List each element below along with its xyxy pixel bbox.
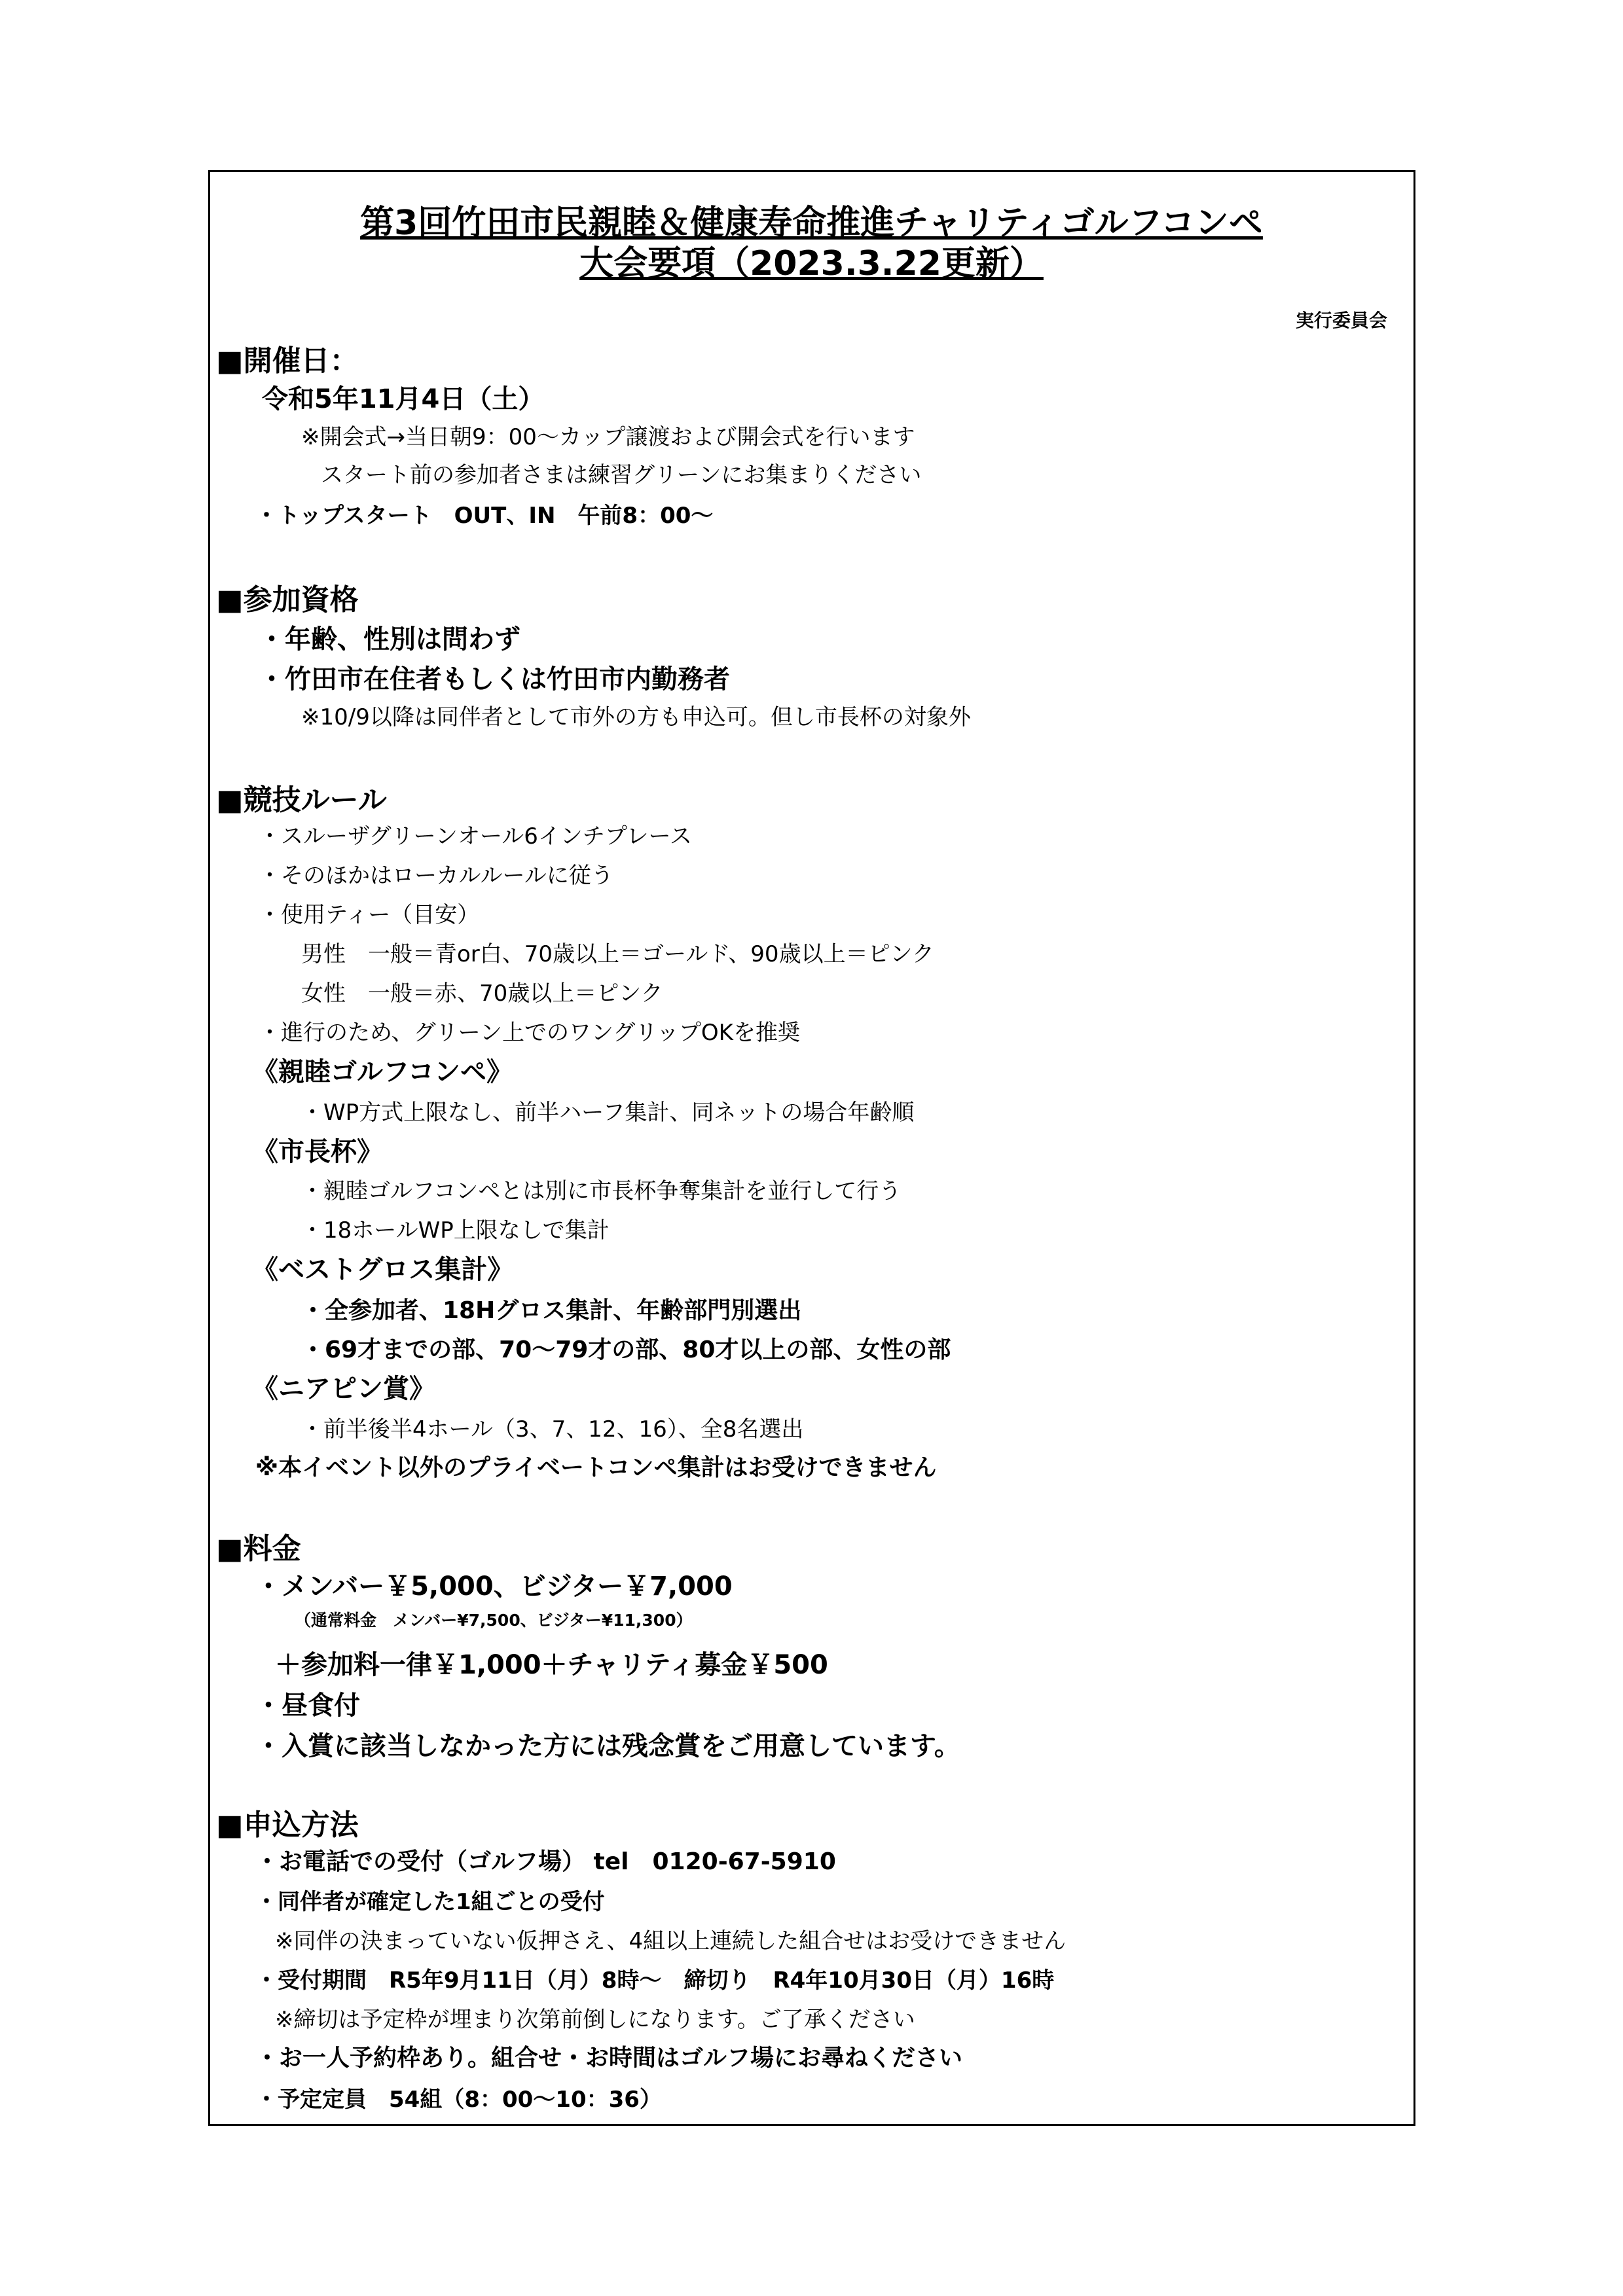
lunch: ・昼食付 <box>255 1691 360 1721</box>
best-gross-item-1: ・全参加者、18Hグロス集計、年齢部門別選出 <box>301 1297 802 1324</box>
fees-heading: ■料金 <box>216 1532 301 1566</box>
top-start: ・トップスタート OUT、IN 午前8：00～ <box>255 503 714 529</box>
date-note-2: スタート前の参加者さまは練習グリーンにお集まりください <box>321 462 922 488</box>
mayor-cup-item-2: ・18ホールWP上限なしで集計 <box>301 1217 610 1244</box>
eligibility-item-1: ・年齢、性別は問わず <box>259 624 520 655</box>
regular-fees: （通常料金 メンバー¥7,500、ビジター¥11,300） <box>295 1611 693 1630</box>
title-line-2: 大会要項（2023.3.22更新） <box>579 244 1044 283</box>
rules-item-4: ・進行のため、グリーン上でのワングリップOKを推奨 <box>259 1020 800 1046</box>
group-reception: ・同伴者が確定した1組ごとの受付 <box>255 1889 605 1915</box>
group-note: ※同伴の決まっていない仮押さえ、4組以上連続した組合せはお受けできません <box>275 1928 1067 1954</box>
compe-item: ・WP方式上限なし、前半ハーフ集計、同ネットの場合年齢順 <box>301 1100 915 1126</box>
best-gross-item-2: ・69才までの部、70～79才の部、80才以上の部、女性の部 <box>301 1336 951 1363</box>
application-heading: ■申込方法 <box>216 1808 359 1842</box>
organizer: 実行委員会 <box>1295 310 1387 331</box>
eligibility-item-2: ・竹田市在住者もしくは竹田市内勤務者 <box>259 664 730 694</box>
private-compe-notice: ※本イベント以外のプライベートコンペ集計はお受けできません <box>255 1454 937 1481</box>
rules-heading: ■競技ルール <box>216 783 387 817</box>
tee-male: 男性 一般＝青or白、70歳以上＝ゴールド、90歳以上＝ピンク <box>301 941 934 967</box>
extra-fees: ＋参加料一律￥1,000＋チャリティ募金￥500 <box>275 1650 828 1680</box>
nearpin-item: ・前半後半4ホール（3、7、12、16）、全8名選出 <box>301 1416 804 1443</box>
reception-period: ・受付期間 R5年9月11日（月）8時～ 締切り R4年10月30日（月）16時 <box>255 1967 1055 1994</box>
nearpin-heading: 《ニアピン賞》 <box>252 1374 435 1404</box>
mayor-cup-heading: 《市長杯》 <box>252 1137 383 1167</box>
tee-female: 女性 一般＝赤、70歳以上＝ピンク <box>301 980 663 1007</box>
event-date: 令和5年11月4日（土） <box>262 384 545 414</box>
eligibility-note: ※10/9以降は同伴者として市外の方も申込可。但し市長杯の対象外 <box>301 704 971 730</box>
rules-item-1: ・スルーザグリーンオール6インチプレース <box>259 823 692 850</box>
phone-reception: ・お電話での受付（ゴルフ場） tel 0120-67-5910 <box>255 1848 836 1875</box>
date-heading: ■開催日： <box>216 344 359 378</box>
period-note: ※締切は予定枠が埋まり次第前倒しになります。ご了承ください <box>275 2007 915 2033</box>
capacity: ・予定定員 54組（8：00～10：36） <box>255 2087 662 2113</box>
mayor-cup-item-1: ・親睦ゴルフコンペとは別に市長杯争奪集計を並行して行う <box>301 1178 902 1204</box>
fees-item-1: ・メンバー￥5,000、ビジター￥7,000 <box>255 1571 733 1602</box>
title-line-1: 第3回竹田市民親睦＆健康寿命推進チャリティゴルフコンペ <box>360 204 1263 243</box>
compe-heading: 《親睦ゴルフコンペ》 <box>252 1057 513 1087</box>
best-gross-heading: 《ベストグロス集計》 <box>252 1255 514 1285</box>
eligibility-heading: ■参加資格 <box>216 583 359 617</box>
single-reservation: ・お一人予約枠あり。組合せ・お時間はゴルフ場にお尋ねください <box>255 2045 963 2072</box>
date-note-1: ※開会式→当日朝9：00～カップ譲渡および開会式を行います <box>301 424 915 450</box>
consolation-prize: ・入賞に該当しなかった方には残念賞をご用意しています。 <box>255 1731 960 1761</box>
rules-item-3: ・使用ティー（目安） <box>259 902 480 928</box>
rules-item-2: ・そのほかはローカルルールに従う <box>259 863 613 889</box>
